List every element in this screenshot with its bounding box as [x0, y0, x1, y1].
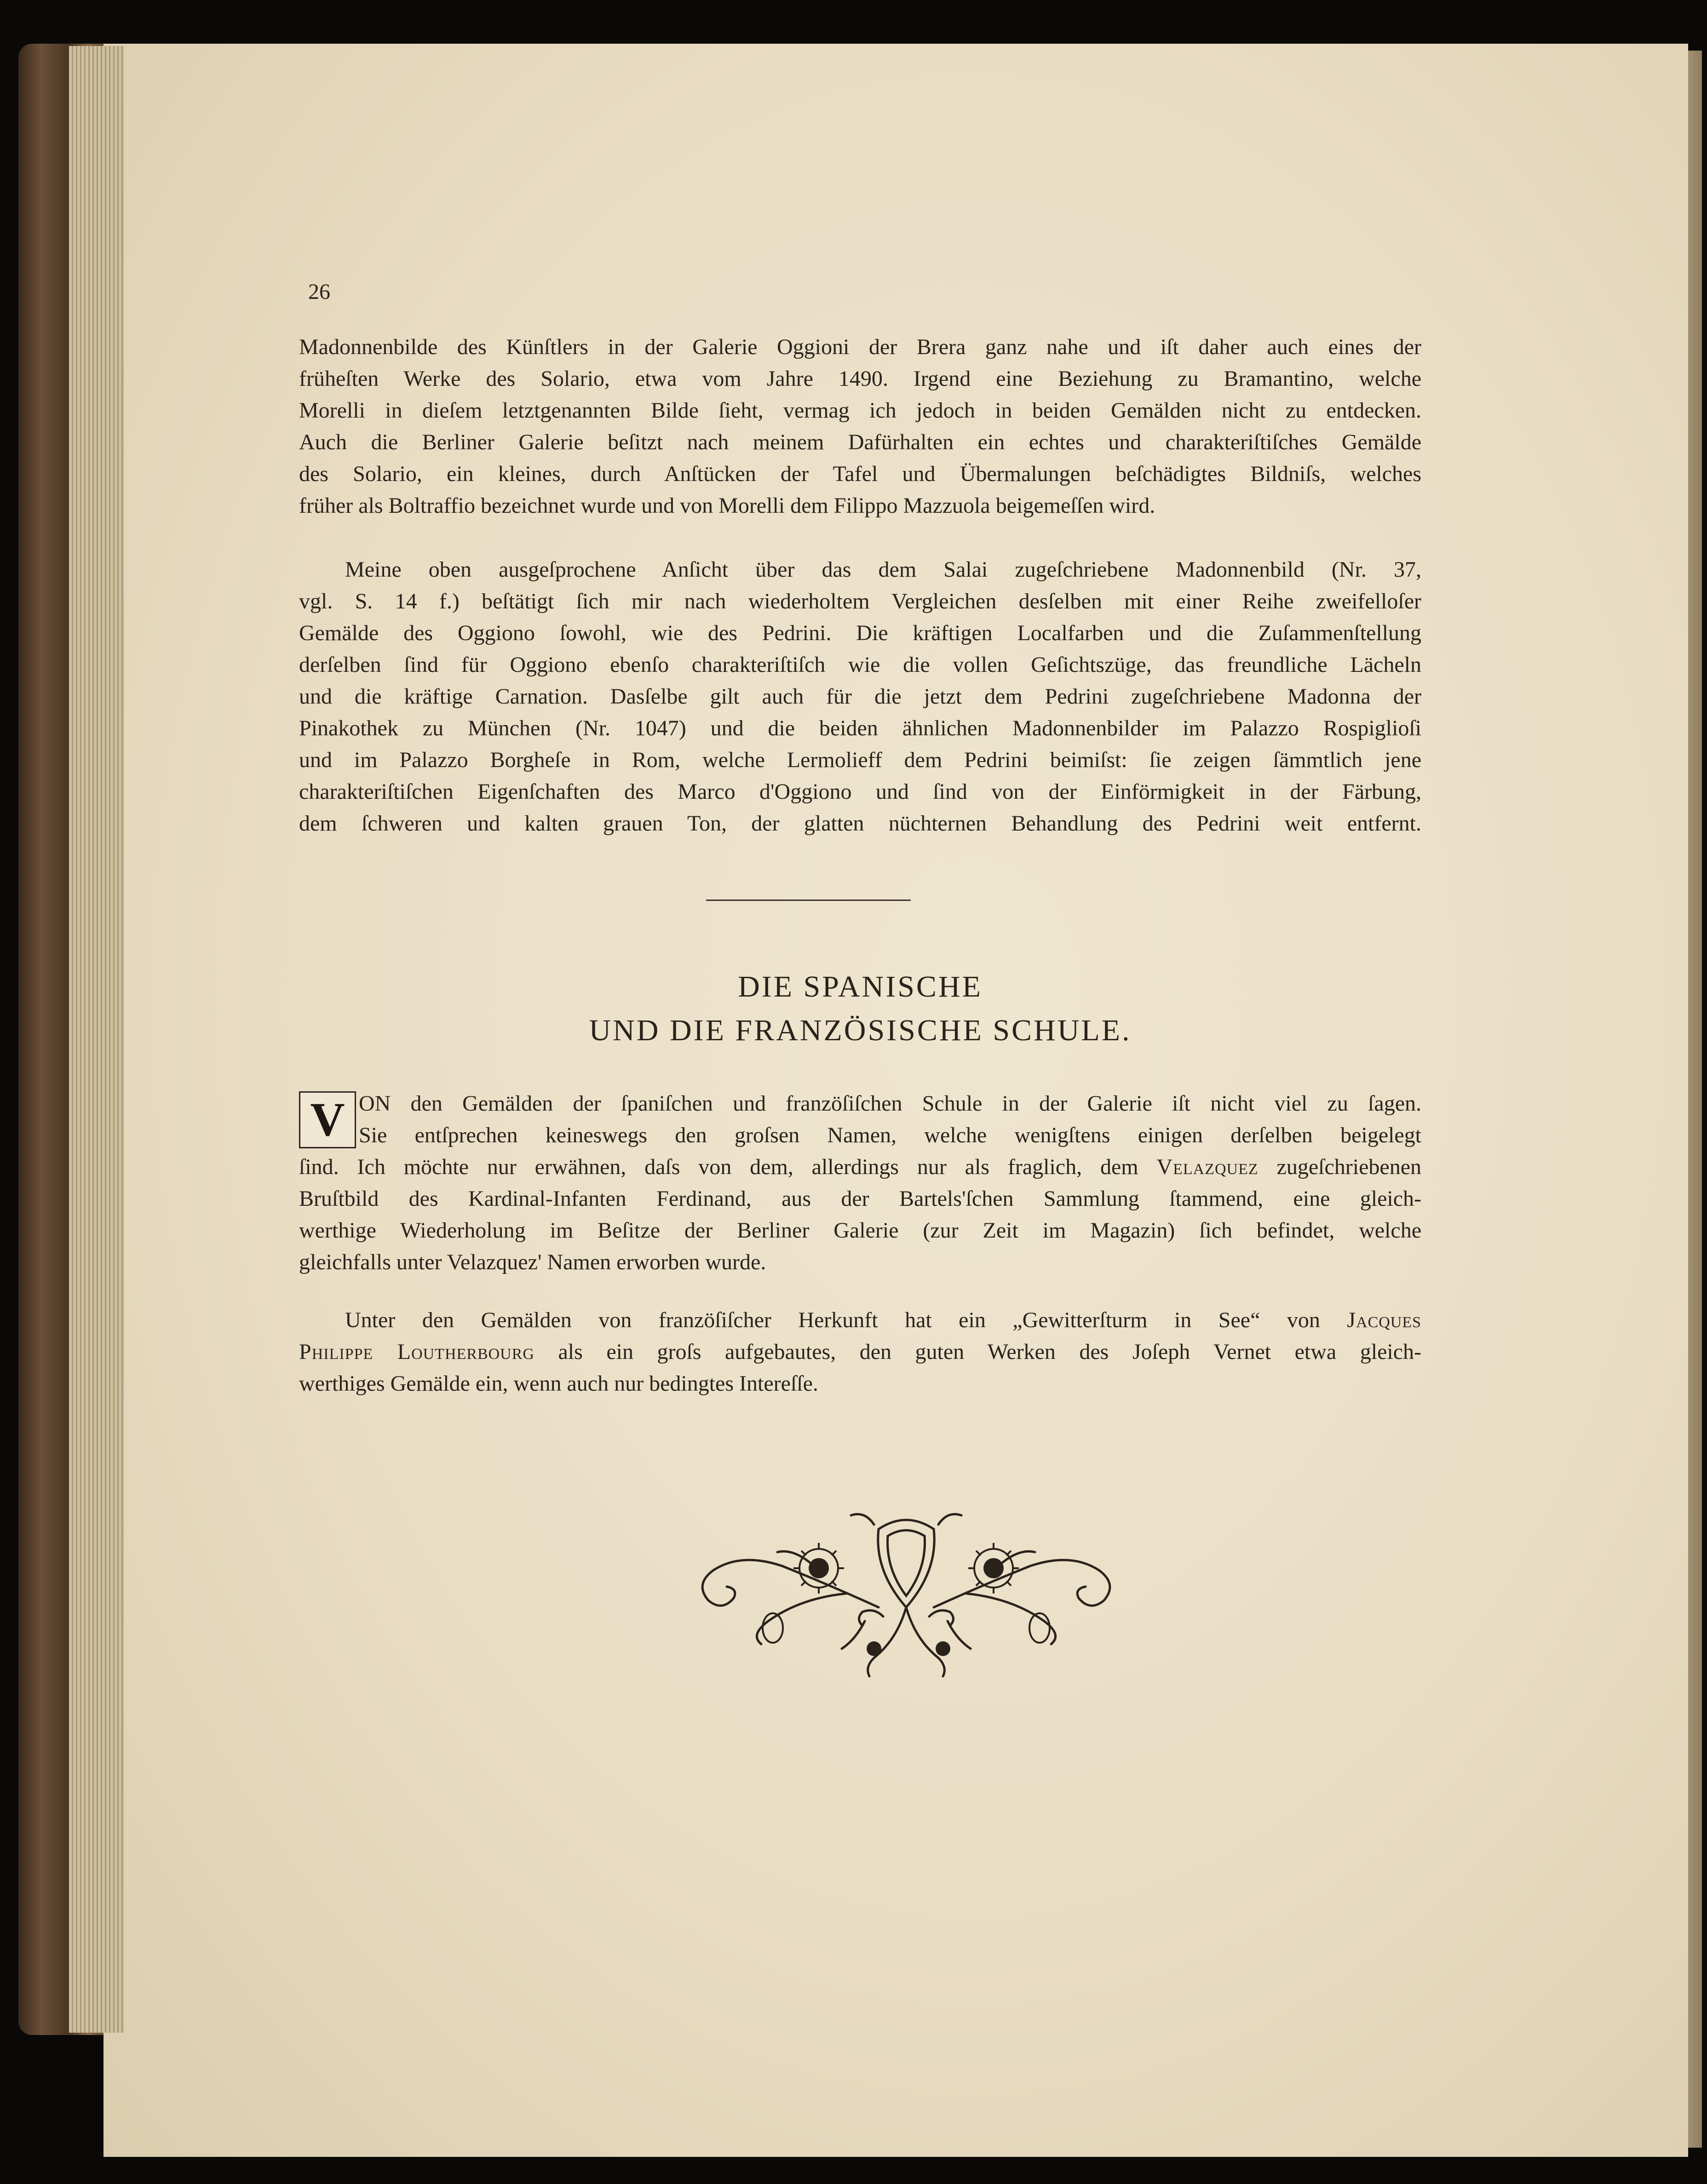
text-line: und die kräftige Carnation. Dasſelbe gilt auch für die jetzt dem Pedrini zugeſchriebene Madonna der [299, 684, 1421, 709]
page-number: 26 [308, 280, 330, 304]
text-line: Bruſtbild des Kardinal-Infanten Ferdinand, aus der Bartels'ſchen Sammlung ſtammend, eine gleich- [299, 1187, 1421, 1211]
section-heading-line-2: UND DIE FRANZÖSISCHE SCHULE. [589, 1014, 1132, 1047]
text-line: früheſten Werke des Solario, etwa vom Jahre 1490. Irgend eine Beziehung zu Bramantino, welche [299, 367, 1421, 391]
dropcap-letter: V [310, 1093, 345, 1146]
text-segment: zugeſchriebenen [1258, 1155, 1422, 1179]
text-line: Gemälde des Oggiono ſowohl, wie des Pedrini. Die kräftigen Localfarben und die Zuſammenſtellung [299, 621, 1421, 645]
text-line: Morelli in dieſem letztgenannten Bilde ſieht, vermag ich jedoch in beiden Gemälden nicht zu entdecken. [299, 398, 1421, 423]
text-line: Pinakothek zu München (Nr. 1047) und die beiden ähnlichen Madonnenbilder im Palazzo Rospiglioſi [299, 716, 1421, 740]
text-line: Madonnenbilde des Künſtlers in der Galerie Oggioni der Brera ganz nahe und iſt daher auch eines der [299, 335, 1421, 359]
text-line: früher als Boltraffio bezeichnet wurde und von Morelli dem Filippo Mazzuola beigemeſſen wird. [299, 493, 1155, 518]
text-line: dem ſchweren und kalten grauen Ton, der glatten nüchternen Behandlung des Pedrini weit entfernt. [299, 811, 1421, 836]
text-segment: ſind. Ich möchte nur erwähnen, daſs von dem, allerdings nur als fraglich, dem [299, 1155, 1157, 1179]
artist-name: Velazquez [1156, 1155, 1259, 1179]
text-segment: als ein groſs aufgebautes, den guten Werken des Joſeph Vernet etwa gleich- [534, 1340, 1421, 1364]
text-line: werthige Wiederholung im Beſitze der Berliner Galerie (zur Zeit im Magazin) ſich befindet, welche [299, 1218, 1421, 1243]
paragraph-1 [299, 331, 1421, 522]
text-line [299, 1151, 1421, 1183]
text-line: des Solario, ein kleines, durch Anſtücken der Tafel und Übermalungen beſchädigtes Bildniſs, welches [299, 462, 1421, 486]
text-line: und im Palazzo Borgheſe in Rom, welche Lermolieff dem Pedrini beimiſst: ſie zeigen ſämmtlich jene [299, 748, 1421, 772]
paragraph-3 [299, 1088, 1421, 1278]
text-line [299, 1304, 1421, 1336]
section-divider [706, 900, 911, 901]
text-line: ON den Gemälden der ſpaniſchen und franzöſiſchen Schule in der Galerie iſt nicht viel zu ſagen. [359, 1091, 1421, 1116]
text-line: Sie entſprechen keineswegs den groſsen Namen, welche wenigſtens einigen derſelben beigelegt [359, 1123, 1421, 1147]
section-heading-line-1: DIE SPANISCHE [738, 970, 983, 1003]
artist-name: Philippe Loutherbourg [299, 1340, 535, 1364]
text-line: derſelben ſind für Oggiono ebenſo charakteriſtiſch wie die vollen Geſichtszüge, das freundliche Lächeln [299, 653, 1421, 677]
floral-ornament [681, 1502, 1132, 1681]
paragraph-4 [299, 1304, 1421, 1399]
text-line: werthiges Gemälde ein, wenn auch nur bedingtes Intereſſe. [299, 1371, 818, 1396]
page-edges-left [69, 46, 124, 2033]
text-line: charakteriſtiſchen Eigenſchaften des Marco d'Oggiono und ſind von der Einförmigkeit in der Färbung, [299, 780, 1421, 804]
text-line: Meine oben ausgeſprochene Anſicht über das dem Salai zugeſchriebene Madonnenbild (Nr. 37, [345, 557, 1421, 582]
text-segment: Unter den Gemälden von franzöſiſcher Herkunft hat ein „Gewitterſturm in See“ von [345, 1308, 1347, 1332]
text-line [299, 1336, 1421, 1368]
paragraph-2 [299, 554, 1421, 839]
text-line: gleichfalls unter Velazquez' Namen erworben wurde. [299, 1250, 766, 1274]
text-line: Auch die Berliner Galerie beſitzt nach meinem Dafürhalten ein echtes und charakteriſtiſches Gemälde [299, 430, 1421, 454]
text-line: vgl. S. 14 f.) beſtätigt ſich mir nach wiederholtem Vergleichen desſelben mit einer Reihe zweifelloſer [299, 589, 1421, 613]
artist-name: Jacques [1347, 1308, 1421, 1332]
